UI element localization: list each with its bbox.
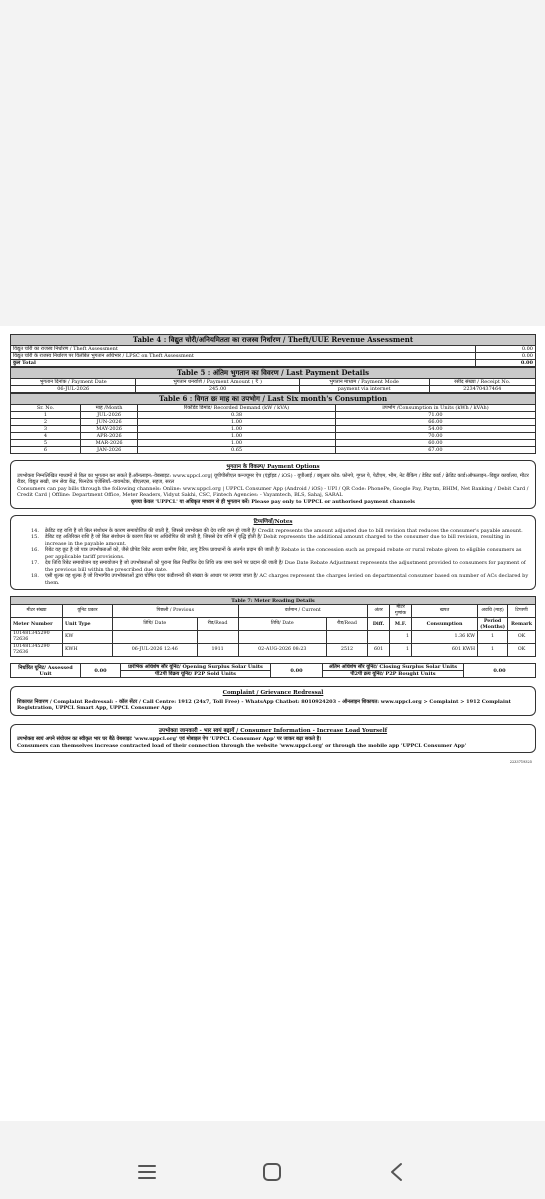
unit-type: KWH — [63, 644, 113, 657]
notes-box — [10, 515, 536, 590]
solar-units-table — [10, 663, 536, 678]
payment-mode-header: भुगतान माध्यम / Payment Mode — [299, 379, 429, 386]
diff: 601 — [368, 644, 390, 657]
table-row — [11, 447, 536, 454]
lpsc-theft-label: विद्युत चोरी के राजस्व निर्धारण पर विलंबित भुगतान अधिभार / LPSC on Theft Assessment — [11, 353, 476, 360]
note-item — [31, 560, 529, 573]
home-button[interactable] — [257, 1157, 287, 1187]
table-row — [11, 644, 536, 657]
note-number: 15. — [31, 534, 39, 540]
prev-date-header: तिथि/ Date — [113, 618, 198, 631]
prev-date: 06-JUL-2026 12:46 — [113, 644, 198, 657]
table5-title: Table 5 : अंतिम भुगतान का विवरण / Last Payment Details — [11, 368, 536, 379]
last-payment-table — [10, 367, 536, 393]
payment-options-box — [10, 460, 536, 509]
note-text: डेबिट वह अतिरिक्त राशि है जो बिल संशोधन के कारण बिल पर अधिरोपित की जाती है, जिससे देय राशि में वृद्धि होती है/ Debit represents the additional amount charged to the consumer due to bill revision, resulting in increase in the payable amount. — [45, 534, 510, 547]
payment-amount: 245.00 — [136, 386, 299, 393]
p2p-sold-label: पी2पी विक्रय यूनिट/ P2P Sold Units — [121, 671, 271, 678]
curr-date — [238, 631, 326, 644]
home-icon — [257, 1157, 287, 1187]
note-text: एसी शुल्क वह शुल्क है जो विभागीय उपभोक्ताओं द्वारा घोषित एयर कंडीशनरों की संख्या के आधार पर लगाया जाता है/ AC charges represent the charges levied on departmental consumer based on number of ACs declared by them. — [45, 573, 529, 586]
consumption: 66.00 — [335, 419, 535, 426]
note-item — [31, 534, 529, 547]
sr-no: 4 — [11, 433, 81, 440]
recorded-demand: 1.00 — [138, 440, 335, 447]
curr-read — [326, 631, 367, 644]
recents-button[interactable] — [132, 1157, 162, 1187]
meter-number: 101481345290 72636 — [11, 644, 63, 657]
opening-surplus-value: 0.00 — [271, 664, 323, 678]
note-text: देय तिथि रिबेट समायोजन वह समायोजन है जो उपभोक्ताओं को पुराना बिल निर्धारित देय तिथि तक जमा करने पर प्रदान की जाती है/ Due Date Rebate Adjustment represents the adjustment provided to consumers for payment of the previous bill within the prescribed due date. — [45, 560, 526, 573]
p2p-bought-label: पी2पी क्रय यूनिट/ P2P Bought Units — [323, 671, 464, 678]
month: JUN-2026 — [81, 419, 138, 426]
current-header: वर्तमान / Current — [238, 605, 367, 618]
curr-date-header: तिथि/ Date — [238, 618, 326, 631]
diff-hi-header: अंतर — [368, 605, 390, 618]
remark: OK — [508, 631, 536, 644]
note-number: 14. — [31, 527, 39, 534]
payment-date: 06-JUL-2026 — [11, 386, 136, 393]
closing-surplus-label: अंतिम अधिशेष सौर यूनिट/ Closing Surplus Solar Units — [323, 664, 464, 671]
theft-assessment-value: 0.00 — [476, 346, 536, 353]
mf: 1 — [390, 644, 412, 657]
unit-type-hi-header: यूनिट प्रकार — [63, 605, 113, 618]
note-item — [31, 573, 529, 586]
curr-read-header: रीड/Read — [326, 618, 367, 631]
consumption-col-header: Consumption — [412, 618, 478, 631]
table-row — [11, 412, 536, 419]
remark-header: Remark — [508, 618, 536, 631]
previous-header: पिछली / Previous — [113, 605, 239, 618]
meter-reading-table — [10, 596, 536, 657]
mf-hi-header: मीटर गुणांक — [390, 605, 412, 618]
complaint-box — [10, 686, 536, 716]
prev-read-header: रीड/Read — [197, 618, 238, 631]
table7-title: Table 7: Meter Reading Details — [11, 597, 536, 605]
month: MAY-2026 — [81, 426, 138, 433]
theft-assessment-label: विद्युत चोरी का राजस्व निर्धारण / Theft Assessment — [11, 346, 476, 353]
bill-page — [0, 326, 545, 1121]
consumer-info-title: उपभोक्ता जानकारी - भार स्वयं बढ़ायें / Consumer Information - Increase Load Yourself — [158, 727, 388, 734]
closing-surplus-value: 0.00 — [464, 664, 536, 678]
month: JUL-2026 — [81, 412, 138, 419]
total-value: 0.00 — [476, 360, 536, 367]
note-text: क्रेडिट वह राशि है जो बिल संशोधन के कारण समायोजित की जाती है, जिससे उपभोक्ता की देय राशि कम हो जाती है/ Credit represents the amount adjusted due to bill revision that reduces the consumer's payable amount. — [45, 527, 523, 534]
consumption: 601 KWH — [412, 644, 478, 657]
prev-date — [113, 631, 198, 644]
consumer-info-box — [10, 724, 536, 754]
mf: 1 — [390, 631, 412, 644]
sr-no: 1 — [11, 412, 81, 419]
payment-options-title: भुगतान के विकल्प/ Payment Options — [226, 464, 320, 470]
consumption: 71.00 — [335, 412, 535, 419]
note-number: 16. — [31, 547, 39, 553]
note-number: 18. — [31, 573, 39, 579]
prev-read: 1911 — [197, 644, 238, 657]
table6-title: Table 6 : विगत छः माह का उपभोग / Last Six month's Consumption — [11, 394, 536, 405]
complaint-title: Complaint / Grievance Redressal — [222, 690, 324, 696]
payment-date-header: भुगतान दिनांक / Payment Date — [11, 379, 136, 386]
consumption-header: उपभोग /Consumption in Units (kWh / kVAh) — [335, 405, 535, 412]
diff — [368, 631, 390, 644]
consumption: 54.00 — [335, 426, 535, 433]
sr-no-header: Sr. No. — [11, 405, 81, 412]
theft-assessment-table — [10, 334, 536, 367]
recorded-demand: 1.00 — [138, 426, 335, 433]
curr-read: 2512 — [326, 644, 367, 657]
notes-title: टिप्पणियाँ/Notes — [253, 519, 293, 525]
assessed-unit-value: 0.00 — [81, 664, 121, 678]
consumption: 60.00 — [335, 440, 535, 447]
table-row — [11, 419, 536, 426]
table-row — [11, 631, 536, 644]
consumer-info-english: Consumers can themselves increase contracted load of their connection through the website 'www.uppcl.org' or through the mobile app 'UPPCL Consumer App' — [17, 742, 467, 749]
note-number: 17. — [31, 560, 39, 566]
note-text: रिबेट वह छूट है जो पात्र उपभोक्ताओं को, जैसे प्रीपेड रिबेट अथवा ग्रामीण रिबेट, लागू टैरिफ प्रावधानों के अंतर्गत प्रदान की जाती है/ Rebate is the concession such as prepaid rebate or rural rebate given to eligible consumers as per applicable tariff provisions. — [45, 547, 522, 560]
receipt-no-header: रसीद संख्या / Receipt No. — [429, 379, 535, 386]
unit-type-header: Unit Type — [63, 618, 113, 631]
complaint-text: शिकायत निवारण / Complaint Redressal: - कॉल सेंटर / Call Centre: 1912 (24x7, Toll Free) - WhatsApp Chatbot: 8010924203 – ऑनलाइन शिकायत: www.uppcl.org > Complaint > 1912 Complaint Registration, UPPCL Smart App, UPPCL Consumer App — [17, 698, 511, 711]
note-item — [31, 547, 529, 560]
recorded-demand: 0.38 — [138, 412, 335, 419]
mf-header: M.F. — [390, 618, 412, 631]
recorded-demand-header: रिकॉर्डेड डिमांड/ Recorded Demand (kW / kVA) — [138, 405, 335, 412]
payment-warning: कृपया केवल 'UPPCL' या अधिकृत माध्यम से ही भुगतान करें। Please pay only to UPPCL or authorised payment channels — [131, 498, 415, 505]
back-button[interactable] — [382, 1157, 412, 1187]
assessed-unit-label: निर्धारित यूनिट/ Assessed Unit — [11, 664, 81, 678]
month: MAR-2026 — [81, 440, 138, 447]
navigation-bar — [0, 1121, 545, 1199]
period-header: Period (Months) — [478, 618, 508, 631]
recorded-demand: 1.00 — [138, 433, 335, 440]
consumption: 1.36 KW — [412, 631, 478, 644]
total-label: कुल Total — [11, 360, 476, 367]
sr-no: 3 — [11, 426, 81, 433]
unit-type: KW — [63, 631, 113, 644]
payment-options-english: Consumers can pay bills through the following channels: Online: www.uppcl.org | UPPCL Consumer App (Android / iOS) - UPI / QR Code: PhonePe, Google Pay, Paytm, BHIM, Net Banking / Debit Card / Credit Card | Offline: Department Office, Meter Readers, Vidyut Sakhi, CSC, Fintech Agencies: - Vayamtech, BLS, Sahaj, SARAL — [17, 485, 529, 498]
table-row — [11, 440, 536, 447]
footer-code: 2233719325 — [509, 760, 532, 764]
consumer-info-hindi: उपभोक्ता स्वयं अपने संयोजन का स्वीकृत भार घर बैठे वेबसाइट 'www.uppcl.org' एवं मोबाइल ऐप 'UPPCL Consumer App' पर जाकर बढ़ा सकते है। — [17, 736, 322, 742]
remark-hi-header: टिप्पणी — [508, 605, 536, 618]
period-hi-header: अवधि (माह) — [478, 605, 508, 618]
sr-no: 6 — [11, 447, 81, 454]
period: 1 — [478, 631, 508, 644]
sr-no: 5 — [11, 440, 81, 447]
recorded-demand: 0.65 — [138, 447, 335, 454]
diff-header: Diff. — [368, 618, 390, 631]
bill-document — [10, 334, 536, 765]
table4-title: Table 4 : विद्युत चोरी/अनियमितता का राजस्व निर्धारण / Theft/UUE Revenue Assessment — [11, 335, 536, 346]
back-icon — [382, 1157, 412, 1187]
consumption: 67.00 — [335, 447, 535, 454]
table-row — [11, 426, 536, 433]
payment-options-hindi: उपभोक्ता निम्नलिखित माध्यमों से बिल का भुगतान कर सकते हैं:ऑनलाइन:-वेबसाइट: www.uppcl.org| यूपीपीसीएल कन्ज्यूमर ऐप (एंड्रॉइड / iOS) - यूपीआई / क्यूआर कोड: फ़ोनपे, गूगल पे, पेटीएम, भीम, नेट बैंकिंग / डेबिट कार्ड / क्रेडिट कार्ड।ऑफलाइन:-विद्युत कार्यालय, मीटर रीडर, विद्युत सखी, जन सेवा केंद्र, फिनटेक एजेंसियाँ:-वायमटेक, बीएलएस, सहज, सरल — [17, 472, 529, 485]
receipt-no: 223470437464 — [429, 386, 535, 393]
meter-number: 101481345290 72636 — [11, 631, 63, 644]
lpsc-theft-value: 0.00 — [476, 353, 536, 360]
meter-number-hi-header: मीटर संख्या — [11, 605, 63, 618]
period: 1 — [478, 644, 508, 657]
recents-icon — [132, 1157, 162, 1187]
sr-no: 2 — [11, 419, 81, 426]
meter-number-header: Meter Number — [11, 618, 63, 631]
month-header: माह /Month — [81, 405, 138, 412]
month: APR-2026 — [81, 433, 138, 440]
remark: OK — [508, 644, 536, 657]
recorded-demand: 1.00 — [138, 419, 335, 426]
month: JAN-2026 — [81, 447, 138, 454]
consumption-table — [10, 393, 536, 454]
payment-mode: payment via internet — [299, 386, 429, 393]
curr-date: 02-AUG-2026 08:23 — [238, 644, 326, 657]
prev-read — [197, 631, 238, 644]
consumption: 70.00 — [335, 433, 535, 440]
payment-amount-header: भुगतान धनराशि / Payment Amount ( ₹ ) — [136, 379, 299, 386]
opening-surplus-label: प्रारंभिक अधिशेष सौर यूनिट/ Opening Surplus Solar Units — [121, 664, 271, 671]
consumption-hi-header: खपत — [412, 605, 478, 618]
table-row — [11, 433, 536, 440]
